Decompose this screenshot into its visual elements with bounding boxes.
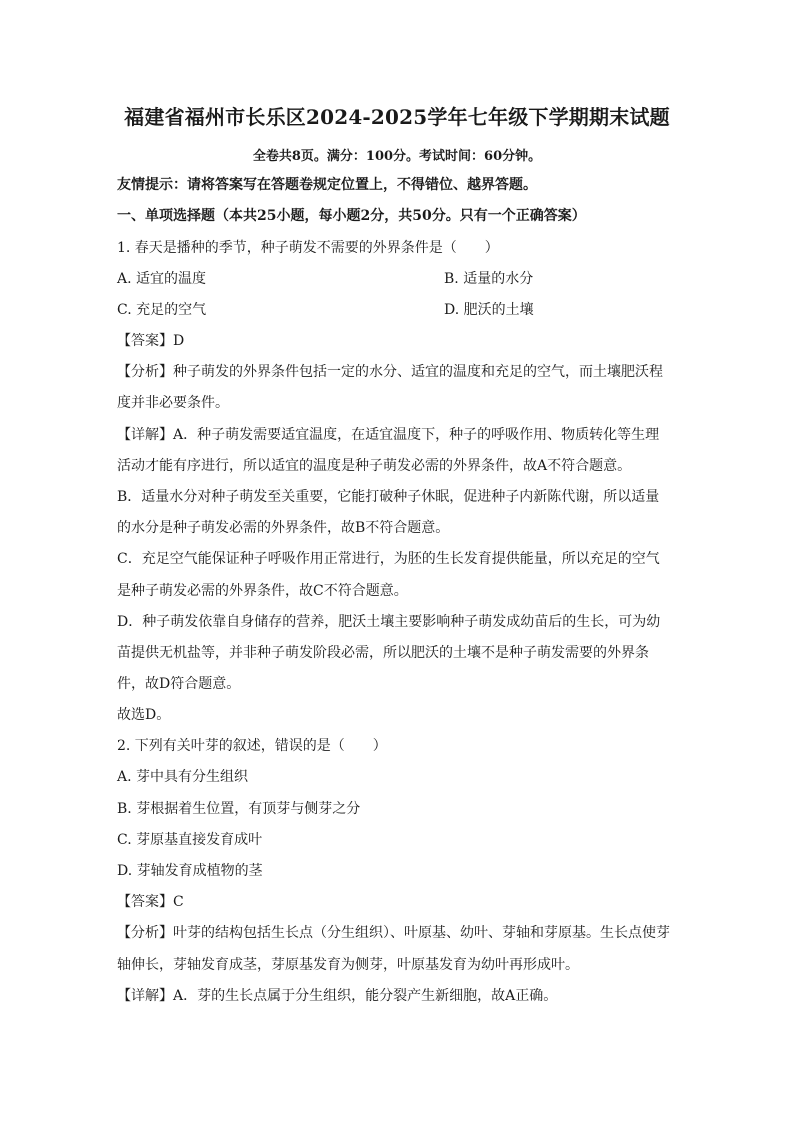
question-1-detail-line: 苗提供无机盐等，并非种子萌发阶段必需，所以肥沃的土壤不是种子萌发需要的外界条 <box>117 645 649 661</box>
exam-info: 全卷共8页。满分：100分。考试时间：60分钟。 <box>252 149 542 164</box>
question-2-stem: 2. 下列有关叶芽的叙述，错误的是（ ） <box>117 738 387 754</box>
section-heading: 一、单项选择题（本共25小题，每小题2分，共50分。只有一个正确答案） <box>117 208 586 224</box>
question-1-detail-line: 活动才能有序进行，所以适宜的温度是种子萌发必需的外界条件，故A不符合题意。 <box>117 458 632 474</box>
question-2-option-b: B. 芽根据着生位置，有顶芽与侧芽之分 <box>117 801 361 817</box>
question-1-option-a: A. 适宜的温度 <box>117 271 207 287</box>
question-1-detail-line: C．充足空气能保证种子呼吸作用正常进行，为胚的生长发育提供能量，所以充足的空气 <box>117 551 660 567</box>
page-title: 福建省福州市长乐区2024-2025学年七年级下学期期末试题 <box>124 105 670 129</box>
question-2-answer: 【答案】C <box>117 894 184 910</box>
question-1-detail-line: 【详解】A．种子萌发需要适宜温度，在适宜温度下，种子的呼吸作用、物质转化等生理 <box>117 427 660 443</box>
question-1-analysis-line: 【分析】种子萌发的外界条件包括一定的水分、适宜的温度和充足的空气，而土壤肥沃程 <box>117 364 663 380</box>
question-2-detail-line: 【详解】A．芽的生长点属于分生组织，能分裂产生新细胞，故A正确。 <box>117 988 558 1004</box>
friendly-tip: 友情提示：请将答案写在答题卷规定位置上，不得错位、越界答题。 <box>117 177 537 193</box>
question-1-option-b: B. 适量的水分 <box>444 271 534 287</box>
question-1-analysis-line: 度并非必要条件。 <box>117 395 229 411</box>
question-1-detail-line: B．适量水分对种子萌发至关重要，它能打破种子休眠，促进种子内新陈代谢，所以适量 <box>117 489 660 505</box>
question-2-analysis-line: 轴伸长，芽轴发育成茎，芽原基发育为侧芽，叶原基发育为幼叶再形成叶。 <box>117 957 579 973</box>
question-1-option-d: D. 肥沃的土壤 <box>444 302 534 318</box>
question-2-option-a: A. 芽中具有分生组织 <box>117 769 249 785</box>
question-1-detail-line: D．种子萌发依靠自身储存的营养，肥沃土壤主要影响种子萌发成幼苗后的生长，可为幼 <box>117 614 661 630</box>
question-2-option-c: C. 芽原基直接发育成叶 <box>117 832 263 848</box>
question-2-analysis-line: 【分析】叶芽的结构包括生长点（分生组织）、叶原基、幼叶、芽轴和芽原基。生长点使芽 <box>117 925 670 941</box>
question-1-answer: 【答案】D <box>117 333 185 349</box>
question-1-detail-line: 件，故D符合题意。 <box>117 676 241 692</box>
question-1-stem: 1. 春天是播种的季节，种子萌发不需要的外界条件是（ ） <box>117 240 499 256</box>
question-1-conclusion: 故选D。 <box>117 707 171 723</box>
question-1-detail-line: 的水分是种子萌发必需的外界条件，故B不符合题意。 <box>117 520 450 536</box>
question-2-option-d: D. 芽轴发育成植物的茎 <box>117 863 263 879</box>
question-1-option-c: C. 充足的空气 <box>117 302 207 318</box>
question-1-detail-line: 是种子萌发必需的外界条件，故C不符合题意。 <box>117 583 408 599</box>
